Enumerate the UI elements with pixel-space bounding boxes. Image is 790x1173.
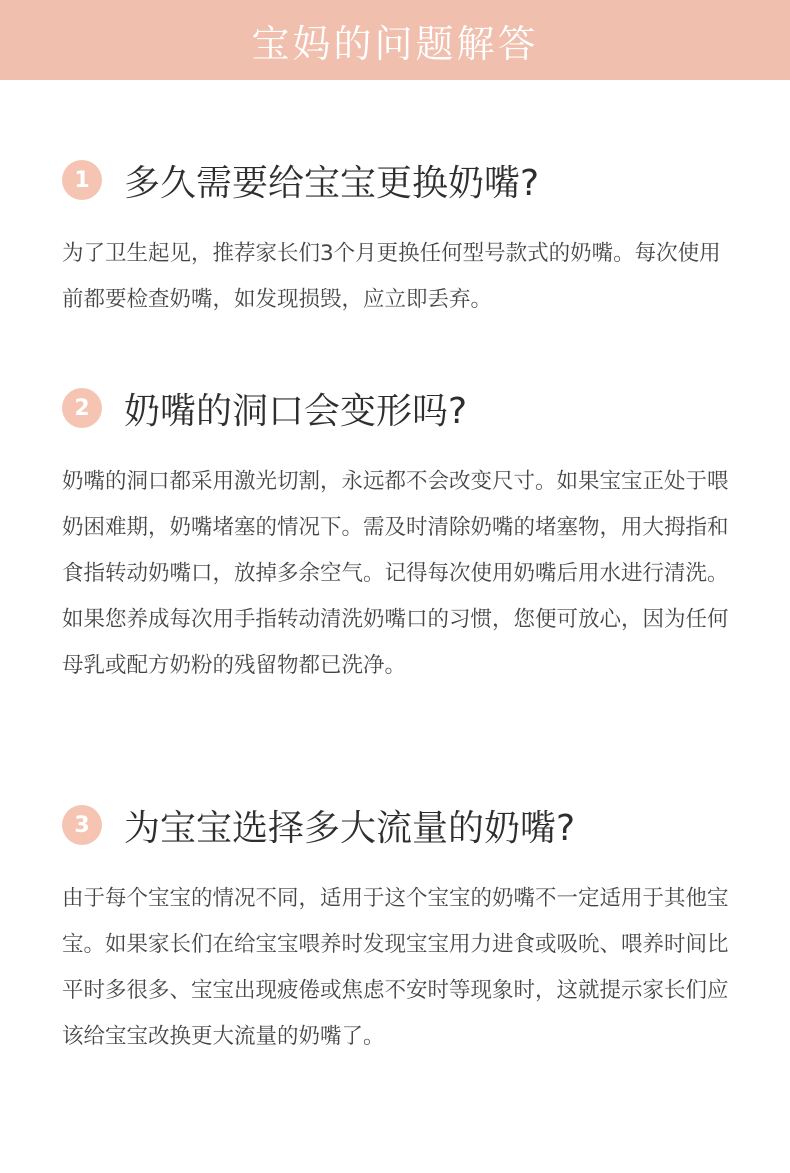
number-badge: 2 — [62, 388, 102, 428]
banner-title: 宝妈的问题解答 — [251, 21, 539, 66]
page-banner — [0, 0, 790, 80]
faq-item-3 — [62, 800, 742, 1060]
answer-text: 为了卫生起见，推荐家长们3个月更换任何型号款式的奶嘴。每次使用前都要检查奶嘴，如发现损毁，应立即丢弃。 — [62, 241, 721, 312]
answer-text: 由于每个宝宝的情况不同，适用于这个宝宝的奶嘴不一定适用于其他宝宝。如果家长们在给宝宝喂养时发现宝宝用力进食或吸吮、喂养时间比平时多很多、宝宝出现疲倦或焦虑不安时等现象时，这就提示家长们应该给宝宝改换更大流量的奶嘴了。 — [62, 886, 729, 1049]
question-title: 为宝宝选择多大流量的奶嘴? — [124, 807, 576, 849]
faq-item-1 — [62, 155, 742, 323]
answer-text: 奶嘴的洞口都采用激光切割，永远都不会改变尺寸。如果宝宝正处于喂奶困难期，奶嘴堵塞的情况下。需及时清除奶嘴的堵塞物，用大拇指和食指转动奶嘴口，放掉多余空气。记得每次使用奶嘴后用水进行清洗。如果您养成每次用手指转动清洗奶嘴口的习惯，您便可放心，因为任何母乳或配方奶粉的残留物都已洗净。 — [62, 469, 729, 678]
question-title: 多久需要给宝宝更换奶嘴? — [124, 162, 540, 204]
faq-item-2 — [62, 383, 742, 689]
number-badge: 1 — [62, 160, 102, 200]
question-header — [62, 155, 742, 205]
question-header — [62, 800, 742, 850]
question-title: 奶嘴的洞口会变形吗? — [124, 390, 468, 432]
question-header — [62, 383, 742, 433]
number-badge: 3 — [62, 805, 102, 845]
